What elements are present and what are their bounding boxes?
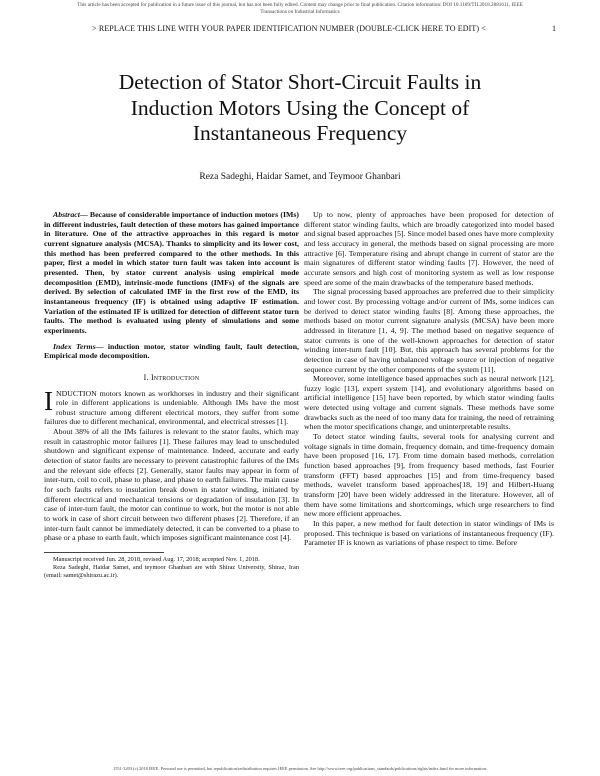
index-terms: [44, 342, 299, 361]
left-column: [44, 210, 299, 580]
right-paragraph-2: The signal processing based approaches are preferred due to their simplicity and lower cost. By processing voltage and/or current of IMs, some indices can be derived to detect stator winding faults [8]. Among these approaches, the methods based on motor current signature analysis (MCSA) have been more addressed in literature [1, 4, 9]. The method based on negative sequence of stator currents is one of the well-known approaches for detection of stator winding inter-turn fault [10]. But, this approach has several problems for the detection in case of having unbalanced voltage source or injection of negative sequence current by the other components of the system [11].: [304, 287, 554, 374]
paper-title-line1: Detection of Stator Short-Circuit Faults in: [118, 70, 482, 94]
section-heading-introduction: [44, 373, 299, 383]
section-number: I.: [143, 372, 149, 382]
right-paragraph-3: Moreover, some intelligence based approaches such as neural network [12], fuzzy logic [13], expert system [14], and evolutionary algorithms based on artificial intelligence [15] have been reported, by which stator winding faults were detected using voltage and current signals. These methods have some drawbacks such as the need of too many data for training, the need of retraining when the motor specifications change, and uninterpretable results.: [304, 374, 554, 432]
paper-title-line3: Instantaneous Frequency: [192, 121, 408, 145]
abstract: [44, 210, 299, 336]
footnote-divider: [44, 552, 164, 553]
right-column: [304, 210, 554, 548]
running-header-text: > REPLACE THIS LINE WITH YOUR PAPER IDENTIFICATION NUMBER (DOUBLE-CLICK HERE TO EDIT) <: [92, 24, 486, 33]
footnote-received: Manuscript received Jun. 28, 2018, revised Aug. 17, 2018; accepted Nov. 1, 2018.: [53, 556, 260, 563]
running-header: [44, 24, 556, 36]
right-paragraph-4: To detect stator winding faults, several tools for analysing current and voltage signals in time domain, frequency domain, and time-frequency domain have been proposed [16, 17]. From time domain based methods, correlation function based approaches [9], from frequency based methods, fast Fourier transform (FFT) based approaches [15] and from time-frequency based methods, wavelet transform based approaches[18, 19] and Hilbert-Huang transform [20] have been widely addressed in the literature. However, all of them have some limitations and shortcomings, which urge researchers to find new more efficient approaches.: [304, 432, 554, 519]
intro-paragraph-1-text: NDUCTION motors known as workhorses in industry and their significant role in different applications is undeniable. Although IMs have the most robust structure among different electrical motors, they suffer from some failures due to different mechanical, environmental, and electrical stresses [1].: [44, 388, 299, 427]
publication-notice-line2: Transactions on Industrial Informatics: [260, 8, 340, 15]
right-paragraph-1: Up to now, plenty of approaches have been proposed for detection of different stator winding faults, which are broadly categorized into model based and signal based approaches [5]. Since model based ones have more complexity and less accuracy in general, the methods based on signal processing are more attractive [6]. Temperature rising and abrupt change in current of stator are the main signatures of different stator winding faults [7]. However, the need of accurate sensors and high cost of monitoring system as well as low response speed are some of the main drawbacks of the temperature based methods.: [304, 210, 554, 287]
intro-paragraph-1: [44, 385, 299, 428]
author-list: Reza Sadeghi, Haidar Samet, and Teymoor Ghanbari: [199, 172, 401, 182]
drop-cap: I: [44, 385, 53, 416]
abstract-label: Abstract: [53, 210, 80, 219]
paper-title-line2: Induction Motors Using the Concept of: [130, 95, 470, 120]
footnote-affiliation: Reza Sadeghi, Haidar Samet, and teymoor Ghanbari are with Shiraz University, Shiraz, Iran (email: samet@shirazu.ac.ir).: [44, 563, 299, 579]
section-title: Introduction: [150, 372, 200, 382]
abstract-text: — Because of considerable importance of induction motors (IMs) in different industries, fault detection of these motors has gained importance in literature. One of the attractive approaches in this regard is motor current signature analysis (MCSA). Thanks to simplicity and its lower cost, this method has been preferred compared to the other methods. In this paper, first a model in which stator turn fault was taken into account is presented. Then, by stator current analysis using empirical mode decomposition (EMD), intrinsic-mode functions (IMFs) of the signals are derived. By selection of calculated IMF in the first row of the EMD, its instantaneous frequency (IF) is obtained using adaptive IF estimation. Variation of the estimated IF is utilized for detection of different stator turn faults. The method is evaluated using plenty of simulations and some experiments.: [44, 210, 299, 335]
right-paragraph-5: In this paper, a new method for fault detection in stator windings of IMs is proposed. This technique is based on variations of instantaneous frequency (IF). Parameter IF is known as variations of phase respect to time. Before: [304, 519, 554, 548]
intro-paragraph-2: About 38% of all the IMs failures is relevant to the stator faults, which may result in catastrophic motor failures [1]. These failures may lead to unscheduled shutdown and significant expense of maintenance. Indeed, accurate and early detection of stator faults are necessary to prevent catastrophic failures of the IMs and the relevant side effects [2]. Generally, stator faults may appear in form of inter-turn, coil to coil, phase to phase, and phase to earth failures. The main cause for such faults refers to insulation break down in stator winding, initiated by different electrical and mechanical tensions or degradation of insulation [3]. In case of inter-turn fault, the motor can continue to work, but the motor is not able to work in case of short circuit between two different phases [2]. Therefore, if an inter-turn fault cannot be immediately detected, it can be converted to a phase to phase or a phase to earth fault, which imposes significant maintenance cost [4].: [44, 427, 299, 543]
publication-notice-line1: This article has been accepted for publication in a future issue of this journal, but has not been fully edited. Content may change prior to final publication. Citation information: DOI 10.1109/TII.2018.2881611, IEEE: [77, 2, 523, 8]
publication-notice: [5, 2, 595, 15]
paper-title: [60, 70, 540, 147]
page-number: 1: [552, 24, 556, 33]
copyright-footer: 1551-3203 (c) 2018 IEEE. Personal use is permitted, but republication/redistribution requires IEEE permission. See http://www.ieee.org/publications_standards/publications/rights/index.html for more information.: [113, 766, 487, 771]
index-terms-label: Index Terms: [53, 341, 96, 351]
index-terms-text: — induction motor, stator winding fault, fault detection, Empirical mode decomposition.: [44, 341, 299, 361]
